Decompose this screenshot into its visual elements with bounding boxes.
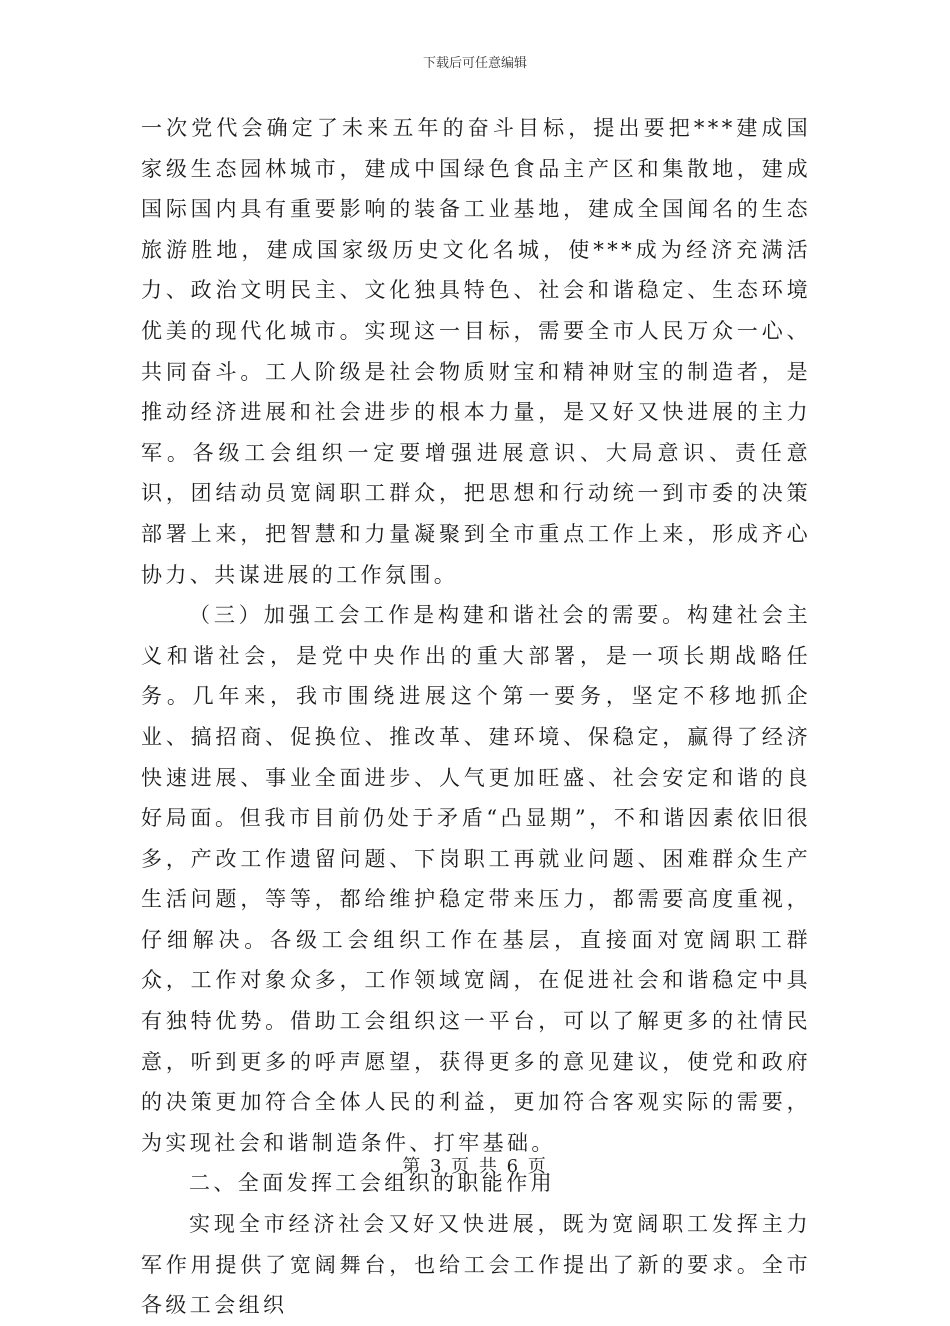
body-paragraph: 一次党代会确定了未来五年的奋斗目标，提出要把***建成国家级生态园林城市，建成中国绿色食品主产区和集散地，建成国际国内具有重要影响的装备工业基地，建成全国闻名的生态旅游胜地，建成国家级历史文化名城，使***成为经济充满活力、政治文明民主、文化独具特色、社会和谐稳定、生态环境优美的现代化城市。实现这一目标，需要全市人民万众一心、共同奋斗。工人阶级是社会物质财宝和精神财宝的制造者，是推动经济进展和社会进步的根本力量，是又好又快进展的主力军。各级工会组织一定要增强进展意识、大局意识、责任意识，团结动员宽阔职工群众，把思想和行动统一到市委的决策部署上来，把智慧和力量凝聚到全市重点工作上来，形成齐心协力、共谋进展的工作氛围。 [141,116,811,587]
body-paragraph: 实现全市经济社会又好又快进展，既为宽阔职工发挥主力军作用提供了宽阔舞台，也给工会工作提出了新的要求。全市各级工会组织 [141,1212,811,1318]
document-body [141,108,811,1326]
body-paragraph: （三）加强工会工作是构建和谐社会的需要。构建社会主义和谐社会，是党中央作出的重大部署，是一项长期战略任务。几年来，我市围绕进展这个第一要务，坚定不移地抓企业、搞招商、促换位、推改革、建环境、保稳定，赢得了经济快速进展、事业全面进步、人气更加旺盛、社会安定和谐的良好局面。但我市目前仍处于矛盾“凸显期”，不和谐因素依旧很多，产改工作遗留问题、下岗职工再就业问题、困难群众生产生活问题，等等，都给维护稳定带来压力，都需要高度重视，仔细解决。各级工会组织工作在基层，直接面对宽阔职工群众，工作对象众多，工作领域宽阔，在促进社会和谐稳定中具有独特优势。借助工会组织这一平台，可以了解更多的社情民意，听到更多的呼声愿望，获得更多的意见建议，使党和政府的决策更加符合全体人民的利益，更加符合客观实际的需要，为实现社会和谐制造条件、打牢基础。 [141,603,811,1155]
section-heading: 二、全面发挥工会组织的职能作用 [189,1171,555,1196]
page-header: 下载后可任意编辑 [422,56,527,71]
page-number-footer: 第 3 页 共 6 页 [402,1156,548,1177]
